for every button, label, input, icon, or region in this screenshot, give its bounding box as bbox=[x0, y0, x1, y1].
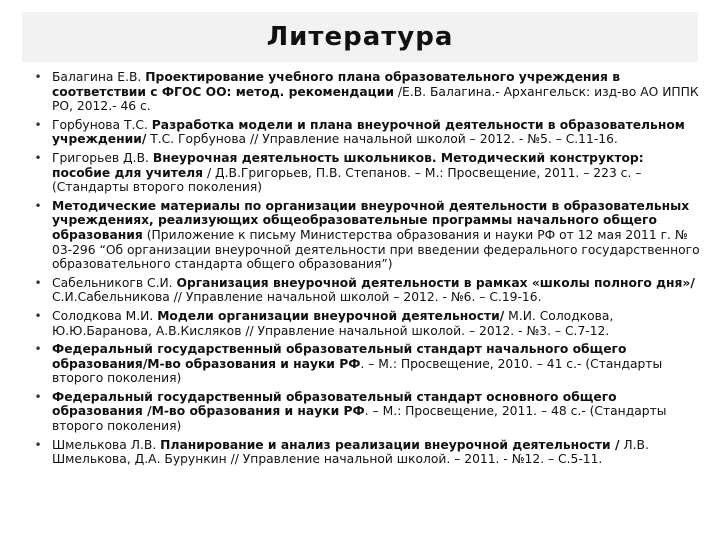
title-bar bbox=[22, 12, 698, 62]
list-item bbox=[32, 390, 706, 434]
list-item bbox=[32, 276, 706, 305]
reference-details: (Приложение к письму Министерства образования и науки РФ от 12 мая 2011 г. № 03-296 “Об организации внеурочной деятельности при введении федерального государственного образовательного стандарта общего образования”) bbox=[52, 227, 700, 272]
reference-title: Модели организации внеурочной деятельности/ bbox=[157, 308, 505, 323]
reference-title: Проектирование учебного плана образовательного учреждения в соответствии с ФГОС ОО: метод. рекомендации bbox=[52, 70, 620, 99]
reference-details: С.И.Сабельникова // Управление начальной школой – 2012. - №6. – С.19-16. bbox=[52, 290, 542, 305]
bullet-icon: • bbox=[34, 308, 42, 323]
bullet-icon: • bbox=[34, 150, 42, 165]
bullet-icon: • bbox=[34, 437, 42, 452]
bullet-icon: • bbox=[34, 117, 42, 132]
reference-list bbox=[32, 70, 706, 471]
list-item bbox=[32, 118, 706, 147]
reference-details: Л.В. Шмелькова, Д.А. Бурункин // Управление начальной школой. – 2011. - №12. – С.5-11. bbox=[52, 437, 649, 467]
reference-title: Федеральный государственный образовательный стандарт основного общего образования /М-во образования и науки РФ bbox=[52, 389, 617, 419]
reference-details: . – М.: Просвещение, 2010. – 41 с.- (Стандарты второго поколения) bbox=[52, 356, 663, 386]
bullet-icon: • bbox=[34, 70, 42, 84]
bullet-icon: • bbox=[34, 342, 42, 357]
reference-author: Шмелькова Л.В. bbox=[52, 437, 161, 452]
bullet-icon: • bbox=[34, 389, 42, 404]
bullet-icon: • bbox=[34, 198, 42, 213]
reference-title: Внеурочная деятельность школьников. Методический конструктор: пособие для учителя bbox=[52, 150, 644, 180]
reference-author: Сабельникогв С.И. bbox=[52, 275, 177, 290]
reference-author: Григорьев Д.В. bbox=[52, 150, 153, 165]
list-item bbox=[32, 70, 706, 114]
list-item bbox=[32, 342, 706, 386]
list-item bbox=[32, 438, 706, 467]
reference-title: Организация внеурочной деятельности в рамках «школы полного дня»/ bbox=[176, 275, 695, 290]
reference-details: /Е.В. Балагина.- Архангельск: изд-во АО ИППК РО, 2012.- 46 с. bbox=[52, 84, 699, 114]
reference-title: Разработка модели и плана внеурочной деятельности в образовательном учреждении/ bbox=[52, 117, 685, 147]
list-item bbox=[32, 309, 706, 338]
reference-author: Горбунова Т.С. bbox=[52, 117, 152, 132]
reference-details: Т.С. Горбунова // Управление начальной школой – 2012. - №5. – С.11-16. bbox=[146, 132, 618, 147]
reference-details: . – М.: Просвещение, 2011. – 48 с.- (Стандарты второго поколения) bbox=[52, 404, 667, 434]
reference-author: Балагина Е.В. bbox=[52, 70, 146, 84]
bullet-icon: • bbox=[34, 275, 42, 290]
list-item bbox=[32, 151, 706, 195]
reference-title: Методические материалы по организации внеурочной деятельности в образовательных учреждениях, реализующих общеобразовательные программы начального общего образования bbox=[52, 198, 690, 242]
reference-author: Солодкова М.И. bbox=[52, 308, 158, 323]
reference-details: / Д.В.Григорьев, П.В. Степанов. – М.: Просвещение, 2011. – 223 с. – (Стандарты второго поколения) bbox=[52, 165, 642, 195]
list-item bbox=[32, 199, 706, 272]
reference-title: Планирование и анализ реализации внеурочной деятельности / bbox=[160, 437, 620, 452]
page-title: Литература bbox=[266, 22, 454, 52]
reference-details: М.И. Солодкова, Ю.Ю.Баранова, А.В.Кисляков // Управление начальной школой. – 2012. - №3. – С.7-12. bbox=[52, 308, 614, 338]
reference-title: Федеральный государственный образовательный стандарт начального общего образования/М-во образования и науки РФ bbox=[52, 342, 627, 371]
